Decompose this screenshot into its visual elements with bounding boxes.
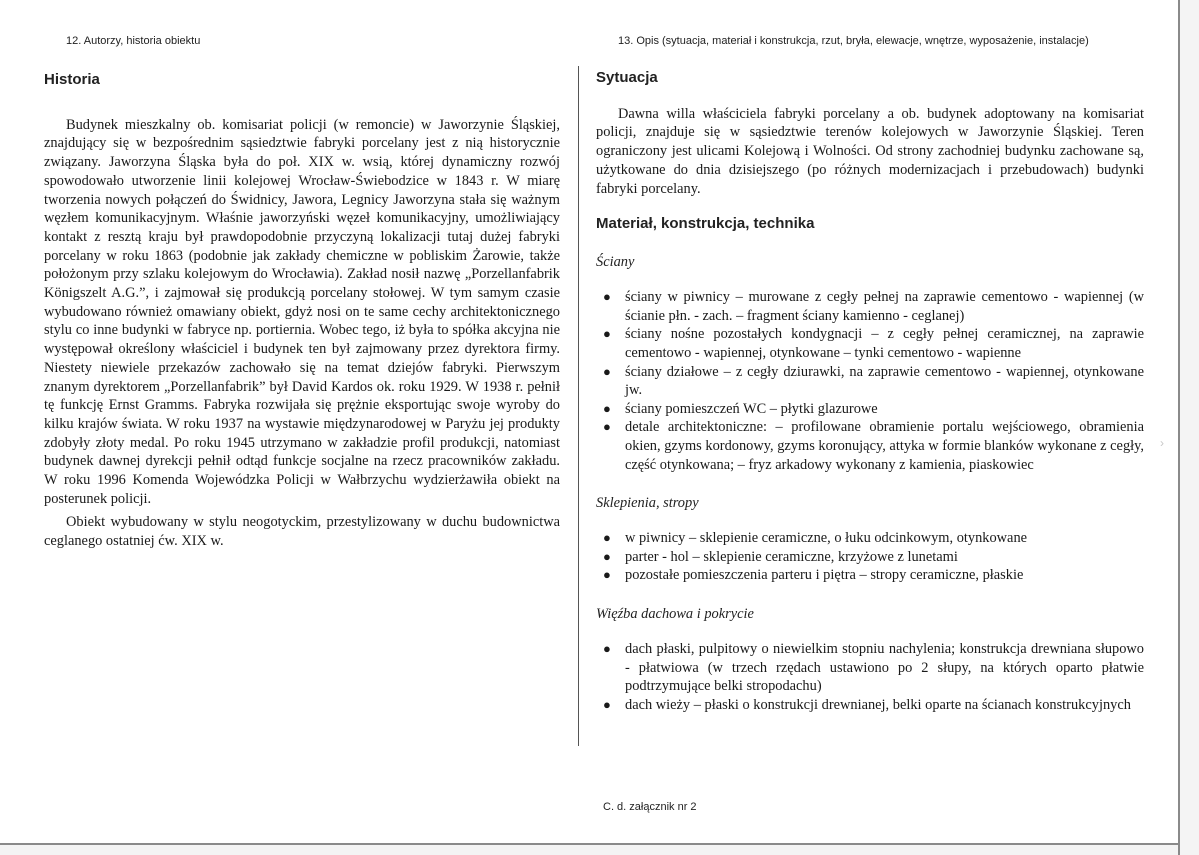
heading-material: Materiał, konstrukcja, technika	[596, 215, 815, 233]
roof-list	[596, 640, 1144, 714]
heading-sytuacja: Sytuacja	[596, 68, 658, 86]
subheading-roof: Więźba dachowa i pokrycie	[596, 605, 754, 622]
section-number-12: 12. Autorzy, historia obiektu	[66, 35, 201, 47]
history-paragraph-1: Budynek mieszkalny ob. komisariat policji (w remoncie) w Jaworzynie Śląskiej, znajdujący się w bezpośrednim sąsiedztwie fabryki porcelany jest z nią historycznie związany. Jaworzyna Śląska była do poł. XIX w. wsią, której dynamiczny rozwój spowodowało utworzenie linii kolejowej Wrocław-Świebodzice w 1843 r. W miarę tworzenia nowych połączeń do Świdnicy, Jawora, Legnicy Jaworzyna stała się ważnym węzłem komunikacyjnym. Właśnie jaworzyński węzeł komunikacyjny, umożliwiający kontakt z resztą kraju był prawdopodobnie przyczyną lokalizacji tutaj dużej fabryki porcelany w roku 1863 (podobnie jak zakłady chemiczne w pobliskim Żarowie, także położonym przy szlaku kolejowym do Wrocławia). Zakład nosił nazwę „Porzellanfabrik Königszelt A.G.”, i zajmował się produkcją porcelany stołowej. W tym samym czasie wybudowano również omawiany obiekt, gdyż nosi on te same cechy architektonicznego stylu co inne budynki w fabryce np. portiernia. Wobec tego, iż była to spółka akcyjna nie występował określony właściciel i budynek ten był zajmowany przez dyrektora firmy. Niestety niewiele przekazów zachowało się na temat dziejów fabryki. Pierwszym znanym dyrektorem „Porzellanfabrik” był David Kardos ok. roku 1929. W 1938 r. pełnił tę funkcję Ernst Gramms. Fabryka rozwijała się prężnie eksportując swoje wyroby do kilku krajów świata. W roku 1937 na wystawie międzynarodowej w Paryżu jej produkty zdobyły złoty medal. Po roku 1945 utrzymano w zakładzie profil produkcji, natomiast budynek dawnej dyrekcji pełnił odtąd funkcje socjalne na rzecz pracowników zakładu. W roku 1996 Komenda Wojewódzka Policji w Wałbrzychu wydzierżawiła obiekt na posterunek policji.	[44, 116, 560, 507]
situation-paragraph: Dawna willa właściciela fabryki porcelany a ob. budynek adoptowany na komisariat policji, znajduje się w sąsiedztwie terenów kolejowych w Jaworzynie Śląskiej. Teren ograniczony jest ulicami Kolejową i Wolności. Od strony zachodniej budynku zachowane są, użytkowane do dnia dzisiejszego (po różnych modernizacjach i przebudowach) budynki fabryki porcelany.	[596, 105, 1144, 197]
bullet-icon: ●	[603, 326, 611, 342]
right-column	[596, 32, 1144, 714]
bullet-icon: ●	[603, 363, 611, 379]
bullet-icon: ●	[603, 530, 611, 546]
bullet-icon: ●	[603, 289, 611, 305]
footer-note: C. d. załącznik nr 2	[603, 801, 697, 813]
list-item: ● dach płaski, pulpitowy o niewielkim stopniu nachylenia; konstrukcja drewniana słupowo - płatwiowa (w trzech rzędach ustawiono po 2 słupy, na których oparto płatwie podtrzymujące belki stropodachu)	[603, 640, 1144, 695]
vaults-list	[596, 529, 1144, 585]
page-edge-bottom	[0, 843, 1180, 845]
bullet-icon: ●	[603, 696, 611, 712]
list-item: ● ściany nośne pozostałych kondygnacji – z cegły pełnej ceramicznej, na zaprawie cementowo - wapiennej, otynkowane – tynki cementowo - wapienne	[603, 326, 1144, 361]
list-item: ● dach wieży – płaski o konstrukcji drewnianej, belki oparte na ścianach konstrukcyjnych	[603, 696, 1131, 713]
history-paragraph-2: Obiekt wybudowany w stylu neogotyckim, przestylizowany w duchu budownictwa ceglanego ostatniej ćw. XIX w.	[44, 514, 560, 550]
heading-historia: Historia	[44, 70, 100, 88]
subheading-walls: Ściany	[596, 254, 635, 271]
left-column	[44, 32, 560, 551]
section-number-13: 13. Opis (sytuacja, materiał i konstrukcja, rzut, bryła, elewacje, wnętrze, wyposażenie, instalacje)	[618, 35, 1089, 47]
list-item: ● ściany pomieszczeń WC – płytki glazurowe	[603, 400, 878, 417]
scan-arrow-icon: ›	[1160, 436, 1164, 450]
column-divider	[578, 66, 579, 746]
subheading-vaults: Sklepienia, stropy	[596, 495, 699, 512]
walls-list	[596, 288, 1144, 474]
list-item: ● ściany w piwnicy – murowane z cegły pełnej na zaprawie cementowo - wapiennej (w ścianie płn. - zach. – fragment ściany kamienno - ceglanej)	[603, 289, 1144, 324]
bullet-icon: ●	[603, 419, 611, 435]
bullet-icon: ●	[603, 548, 611, 564]
list-item: ● ściany działowe – z cegły dziurawki, na zaprawie cementowo - wapiennej, otynkowane jw.	[603, 363, 1144, 399]
list-item: ● w piwnicy – sklepienie ceramiczne, o łuku odcinkowym, otynkowane	[603, 530, 1028, 547]
list-item: ● pozostałe pomieszczenia parteru i piętra – stropy ceramiczne, płaskie	[603, 567, 1024, 584]
bullet-icon: ●	[603, 567, 611, 583]
list-item: ● parter - hol – sklepienie ceramiczne, krzyżowe z lunetami	[603, 548, 958, 565]
page-edge-right	[1178, 0, 1180, 855]
bullet-icon: ●	[603, 400, 611, 416]
bullet-icon: ●	[603, 640, 611, 656]
list-item: ● detale architektoniczne: – profilowane obramienie portalu wejściowego, obramienia okien, gzyms kordonowy, gzyms koronujący, attyka w formie blanków wykonane z cegły, część otynkowana; – fryz arkadowy wykonany z kamienia, piaskowiec	[603, 419, 1144, 473]
